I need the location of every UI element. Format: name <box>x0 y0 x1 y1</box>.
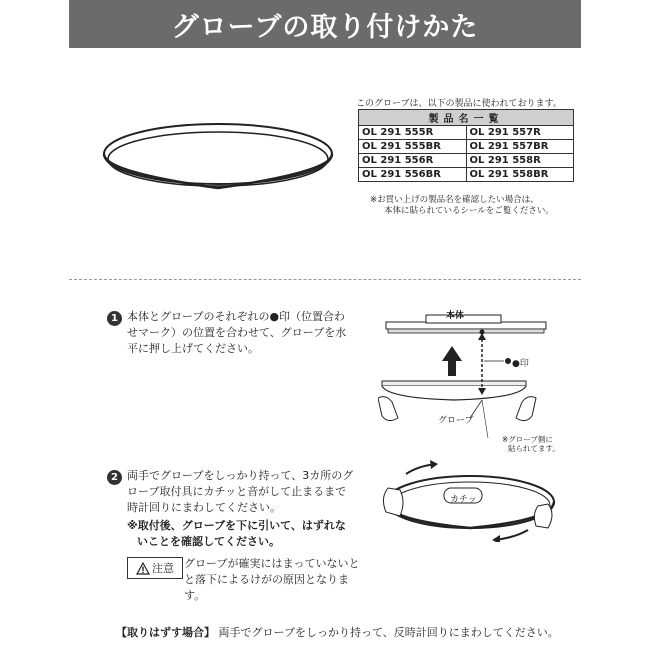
step-2-number: 2 <box>107 470 122 485</box>
products-table-header: 製品名一覧 <box>359 110 574 126</box>
caution-label: 注意 <box>152 562 174 575</box>
products-note-1: ※お買い上げの製品名を確認したい場合は、 <box>370 195 539 205</box>
products-caption: このグローブは、以下の製品に使われております。 <box>356 99 562 109</box>
label-note-1: ※グローブ側に <box>502 435 553 444</box>
click-label: カチッ <box>450 495 477 505</box>
label-globe: グローブ <box>438 416 474 426</box>
table-row: OL 291 556R OL 291 558R <box>359 154 574 168</box>
step-1-text: 本体とグローブのそれぞれの●印（位置合わ せマーク）の位置を合わせて、グローブを水 平に押し上げてください。 <box>127 310 347 355</box>
label-note-2: 貼られてます。 <box>508 444 560 453</box>
table-row: OL 291 555BR OL 291 557BR <box>359 140 574 154</box>
table-row: OL 291 555R OL 291 557R <box>359 126 574 140</box>
step-2-text: 両手でグローブをしっかり持って、3カ所のグ ローブ取付具にカチッと音がして止まるまで 時計回りにまわしてください。 ※取付後、グローブを下に引いて、はずれな いことを確認してください。 <box>127 469 354 548</box>
warning-icon <box>136 562 150 575</box>
title-bar <box>69 0 581 48</box>
globe-illustration <box>100 112 340 202</box>
removal-label: 【取りはずす場合】 <box>116 626 215 639</box>
products-note-2: 本体に貼られているシールをご覧ください。 <box>384 206 554 216</box>
table-row: OL 291 556BR OL 291 558BR <box>359 168 574 182</box>
caution-text: グローブが確実にはまっていないと と落下によるけがの原因となりま す。 <box>184 557 360 602</box>
section-divider <box>69 279 581 280</box>
step-1-number: 1 <box>107 311 122 326</box>
removal-instructions <box>116 624 559 640</box>
products-table <box>358 109 574 182</box>
page-title: グローブの取り付けかた <box>171 11 479 43</box>
label-body: 本体 <box>446 311 465 321</box>
removal-text: 両手でグローブをしっかり持って、反時計回りにまわしてください。 <box>218 626 559 639</box>
caution-box <box>127 557 183 579</box>
label-mark: ●印 <box>512 359 529 369</box>
